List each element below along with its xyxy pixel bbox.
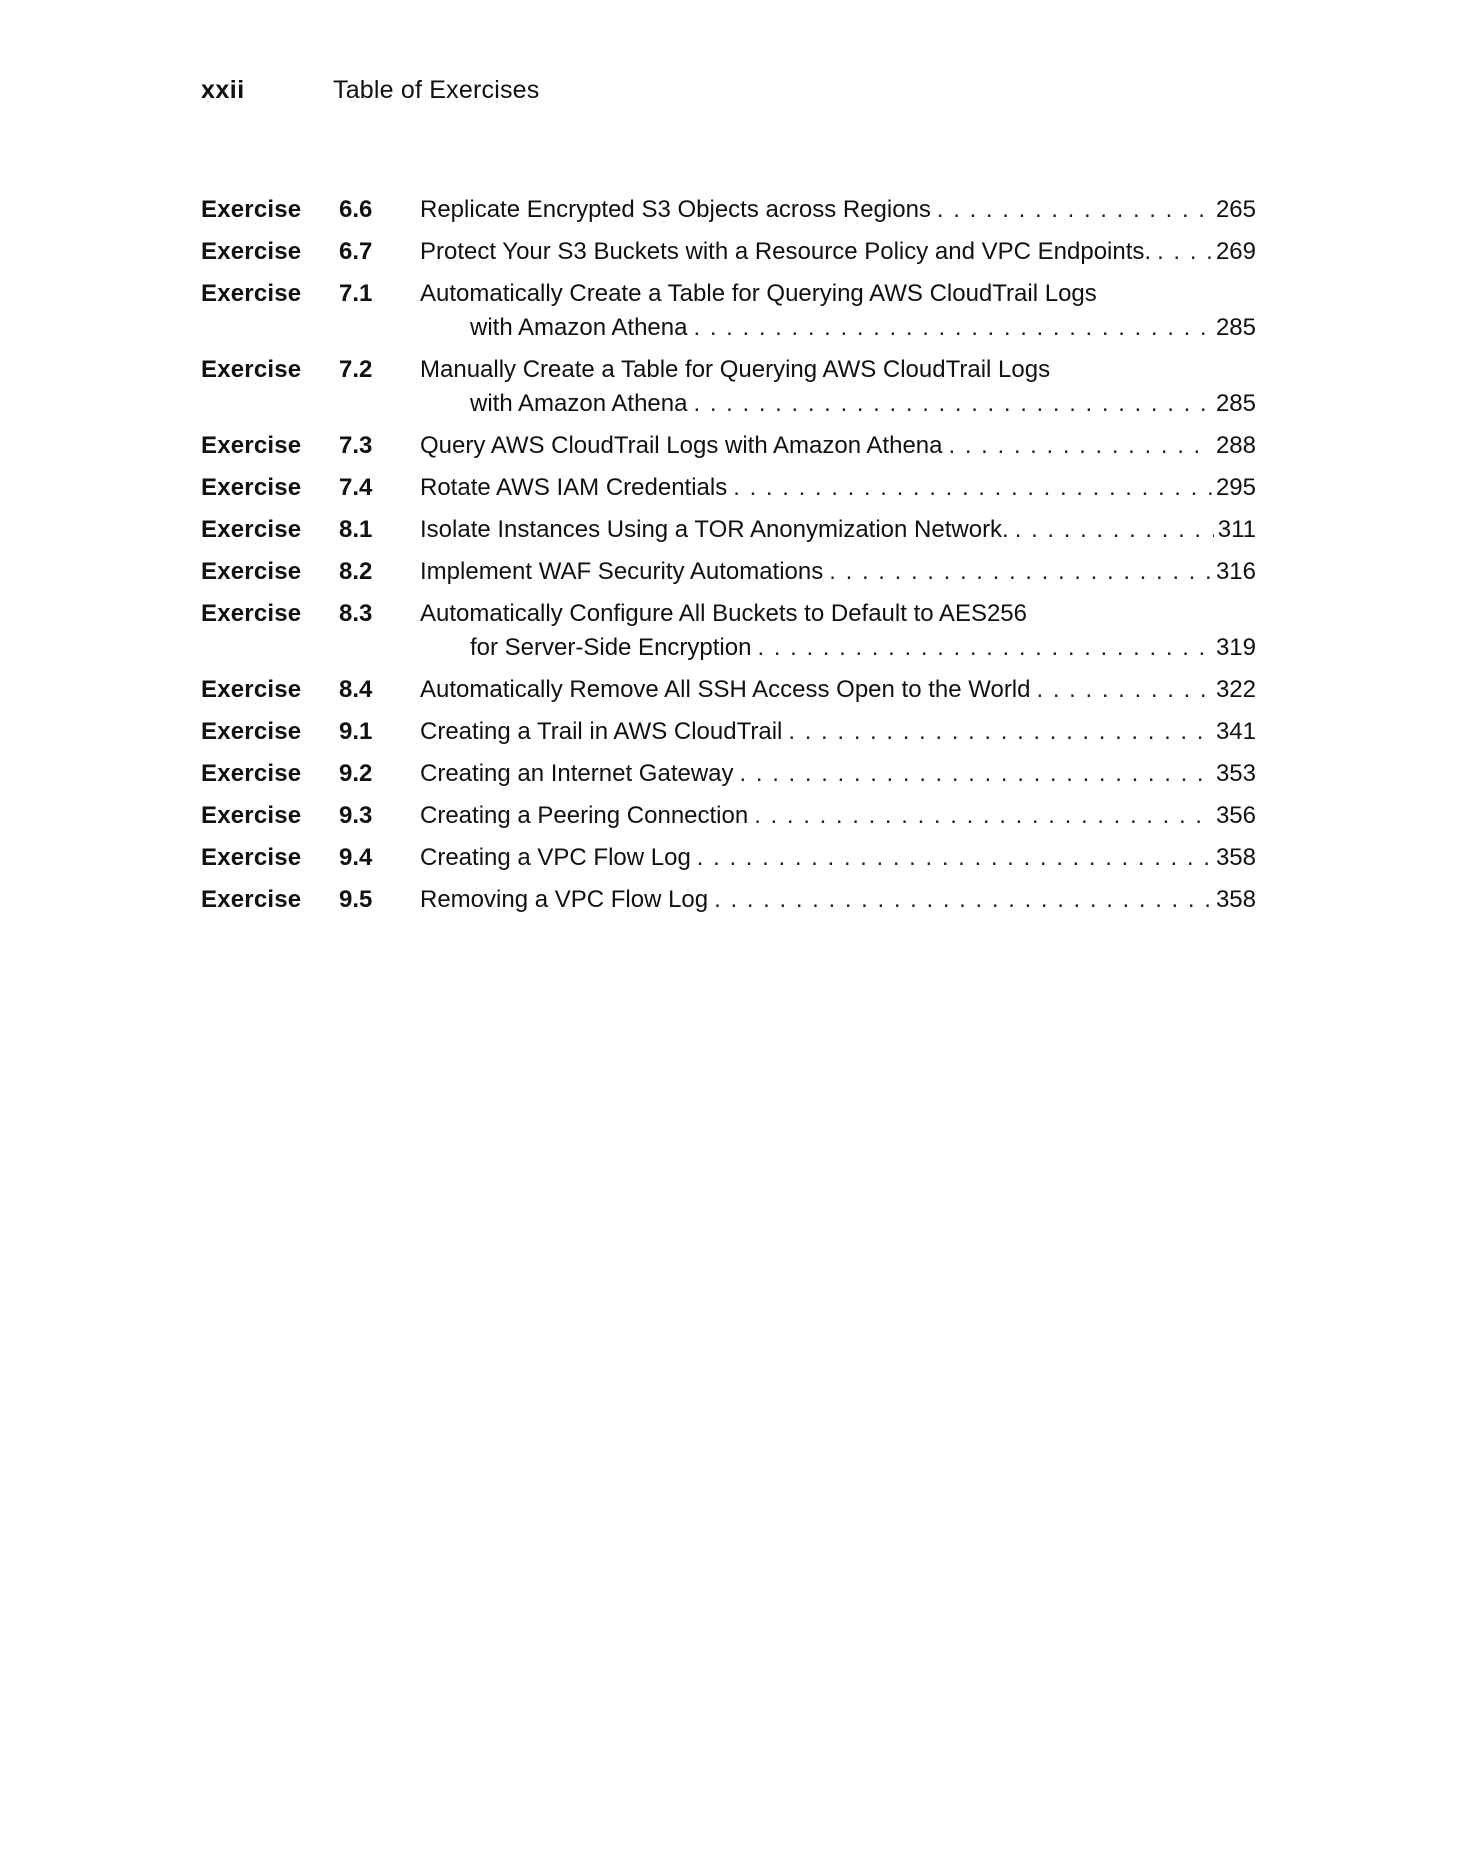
page-reference: 285 (1215, 390, 1256, 417)
dot-leader (1157, 235, 1212, 269)
toc-entry[interactable] (201, 429, 1256, 463)
dot-leader (829, 555, 1212, 589)
exercise-title: with Amazon Athena (470, 314, 688, 341)
exercise-number: 7.2 (339, 356, 373, 383)
exercise-label: Exercise (201, 718, 302, 745)
exercise-number: 8.3 (339, 600, 373, 627)
toc-entry[interactable] (201, 277, 1256, 345)
exercise-label: Exercise (201, 516, 302, 543)
dot-leader (733, 471, 1212, 505)
page-reference: 285 (1215, 314, 1256, 341)
exercise-label: Exercise (201, 760, 302, 787)
dot-leader (788, 715, 1212, 749)
exercise-label: Exercise (201, 676, 302, 703)
toc-entry[interactable] (201, 353, 1256, 421)
page-reference: 295 (1215, 474, 1256, 501)
exercise-label: Exercise (201, 280, 302, 307)
exercise-title: Creating a VPC Flow Log (420, 844, 691, 871)
dot-leader (693, 311, 1211, 345)
toc-entry[interactable] (201, 799, 1256, 833)
dot-leader (948, 429, 1211, 463)
exercise-title: Protect Your S3 Buckets with a Resource Policy and VPC Endpoints. (420, 238, 1152, 265)
page-reference: 319 (1215, 634, 1256, 661)
page-number: xxii (201, 76, 245, 104)
exercise-title: Creating a Peering Connection (420, 802, 749, 829)
exercise-title: with Amazon Athena (470, 390, 688, 417)
page-reference: 353 (1215, 760, 1256, 787)
exercise-number: 6.6 (339, 196, 373, 223)
dot-leader (937, 193, 1212, 227)
page-reference: 358 (1215, 844, 1256, 871)
toc-entry[interactable] (201, 597, 1256, 665)
exercise-number: 9.1 (339, 718, 373, 745)
exercise-label: Exercise (201, 432, 302, 459)
exercise-number: 8.1 (339, 516, 373, 543)
exercise-title: Automatically Configure All Buckets to Default to AES256 (420, 600, 1027, 627)
exercise-title: Creating an Internet Gateway (420, 760, 734, 787)
exercise-number: 7.4 (339, 474, 373, 501)
exercise-number: 8.2 (339, 558, 373, 585)
exercise-title: Implement WAF Security Automations (420, 558, 824, 585)
dot-leader (1037, 673, 1212, 707)
page-reference: 269 (1215, 238, 1256, 265)
toc-entry[interactable] (201, 673, 1256, 707)
exercise-number: 7.3 (339, 432, 373, 459)
exercise-label: Exercise (201, 886, 302, 913)
exercise-number: 9.3 (339, 802, 373, 829)
exercise-title: Rotate AWS IAM Credentials (420, 474, 728, 501)
exercise-label: Exercise (201, 356, 302, 383)
exercise-title: Automatically Create a Table for Querying AWS CloudTrail Logs (420, 280, 1097, 307)
exercise-title: Replicate Encrypted S3 Objects across Regions (420, 196, 931, 223)
dot-leader (754, 799, 1212, 833)
exercise-label: Exercise (201, 600, 302, 627)
toc-entry[interactable] (201, 513, 1256, 547)
page-reference: 311 (1217, 516, 1256, 543)
page-reference: 288 (1215, 432, 1256, 459)
table-of-exercises (201, 193, 1256, 925)
dot-leader (697, 841, 1212, 875)
dot-leader (1015, 513, 1214, 547)
dot-leader (757, 631, 1212, 665)
exercise-number: 8.4 (339, 676, 373, 703)
toc-entry[interactable] (201, 235, 1256, 269)
dot-leader (714, 883, 1212, 917)
exercise-title: Creating a Trail in AWS CloudTrail (420, 718, 783, 745)
exercise-number: 6.7 (339, 238, 373, 265)
dot-leader (693, 387, 1211, 421)
dot-leader (740, 757, 1212, 791)
running-title: Table of Exercises (333, 76, 540, 104)
exercise-number: 9.5 (339, 886, 373, 913)
exercise-title: Query AWS CloudTrail Logs with Amazon Athena (420, 432, 943, 459)
page-reference: 265 (1215, 196, 1256, 223)
exercise-title: for Server-Side Encryption (470, 634, 752, 661)
exercise-title: Removing a VPC Flow Log (420, 886, 709, 913)
page-reference: 322 (1215, 676, 1256, 703)
exercise-title: Manually Create a Table for Querying AWS CloudTrail Logs (420, 356, 1051, 383)
exercise-number: 9.2 (339, 760, 373, 787)
toc-entry[interactable] (201, 757, 1256, 791)
exercise-label: Exercise (201, 844, 302, 871)
exercise-number: 7.1 (339, 280, 373, 307)
exercise-label: Exercise (201, 474, 302, 501)
page-reference: 358 (1215, 886, 1256, 913)
toc-entry[interactable] (201, 841, 1256, 875)
exercise-title: Isolate Instances Using a TOR Anonymization Network. (420, 516, 1009, 543)
exercise-label: Exercise (201, 802, 302, 829)
exercise-label: Exercise (201, 558, 302, 585)
exercise-title: Automatically Remove All SSH Access Open to the World (420, 676, 1031, 703)
toc-entry[interactable] (201, 883, 1256, 917)
toc-entry[interactable] (201, 555, 1256, 589)
exercise-label: Exercise (201, 196, 302, 223)
page-reference: 341 (1215, 718, 1256, 745)
exercise-label: Exercise (201, 238, 302, 265)
toc-entry[interactable] (201, 471, 1256, 505)
toc-entry[interactable] (201, 193, 1256, 227)
page-reference: 316 (1215, 558, 1256, 585)
exercise-number: 9.4 (339, 844, 373, 871)
toc-entry[interactable] (201, 715, 1256, 749)
page-reference: 356 (1215, 802, 1256, 829)
